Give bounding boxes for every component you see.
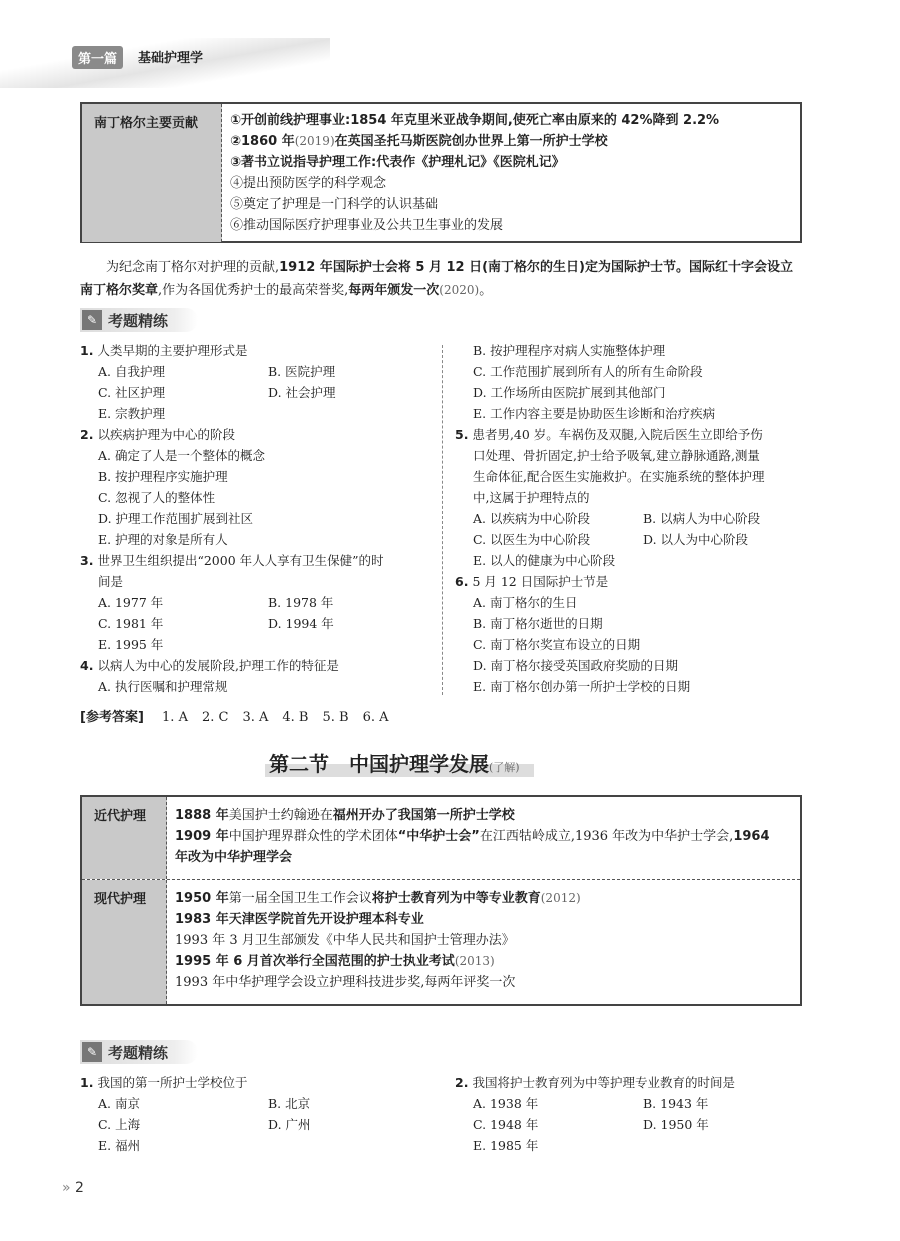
row-content: [167, 880, 800, 1004]
text-segment: ④提出预防医学的科学观念: [230, 176, 387, 191]
option-row: [80, 1093, 430, 1114]
text-segment: 在江西牯岭成立,1936 年改为中华护士学会,: [479, 829, 734, 844]
text-segment: ②1860 年: [230, 134, 295, 149]
answer-option[interactable]: A. 南丁格尔的生日: [473, 595, 578, 610]
text-segment: ①开创前线护理事业:1854 年克里米亚战争期间,使死亡率由原来的 42%降到 2.2%: [230, 113, 720, 128]
option-row: [80, 1135, 430, 1156]
answer-option[interactable]: B. 医院护理: [268, 364, 336, 379]
option-row: [455, 655, 805, 676]
text-segment: 年改为中华护理学会: [175, 850, 293, 865]
answer-option[interactable]: C. 上海: [98, 1117, 141, 1132]
content-line: [175, 972, 792, 993]
question-text-cont: 间是: [98, 574, 124, 589]
answer-option[interactable]: C. 社区护理: [98, 385, 166, 400]
question-text: 5 月 12 日国际护士节是: [472, 574, 609, 589]
answer-item: 3. A: [242, 710, 269, 725]
answer-option[interactable]: B. 按护理程序实施护理: [98, 469, 228, 484]
question-stem: [455, 571, 805, 592]
pencil-note-icon: ✎: [82, 1042, 102, 1062]
option-row: [80, 445, 430, 466]
option-row: [80, 508, 430, 529]
answer-option[interactable]: C. 忽视了人的整体性: [98, 490, 216, 505]
option-row: [455, 550, 805, 571]
question-text-cont: 中,这属于护理特点的: [473, 490, 590, 505]
answer-option[interactable]: B. 按护理程序对病人实施整体护理: [473, 343, 666, 358]
answer-option[interactable]: A. 1938 年: [473, 1096, 539, 1111]
answer-item: 4. B: [282, 710, 309, 725]
text-segment: 1983 年天津医学院首先开设护理本科专业: [175, 911, 424, 927]
text-segment: 为纪念南丁格尔对护理的贡献,: [106, 260, 280, 275]
text-segment: 每两年颁发一次: [348, 283, 440, 298]
question-number: 5.: [455, 427, 469, 442]
answer-option[interactable]: C. 1948 年: [473, 1117, 539, 1132]
option-row: [455, 613, 805, 634]
answer-option[interactable]: C. 1981 年: [98, 616, 164, 631]
answer-option[interactable]: C. 工作范围扩展到所有人的所有生命阶段: [473, 364, 703, 379]
text-segment: ⑤奠定了护理是一门科学的认识基础: [230, 197, 439, 212]
questions-right-2: [455, 1072, 805, 1156]
text-segment: (2019): [294, 134, 335, 148]
question-stem: [80, 655, 430, 676]
text-segment: (2013): [454, 953, 495, 968]
text-segment: 中国护理界群众性的学术团体: [228, 829, 398, 844]
option-row: [80, 403, 430, 424]
answer-item: 6. A: [362, 710, 389, 725]
answer-option[interactable]: E. 1995 年: [98, 637, 164, 652]
question-stem: [80, 1072, 430, 1093]
column-divider: [442, 345, 443, 695]
page-footer: [62, 1180, 84, 1196]
option-row: [80, 466, 430, 487]
running-title: 基础护理学: [138, 51, 204, 66]
answer-option[interactable]: D. 工作场所由医院扩展到其他部门: [473, 385, 666, 400]
table-row: [82, 879, 800, 1004]
content-line: [230, 194, 792, 215]
text-segment: 。: [479, 283, 493, 298]
double-chevron-right-icon: »: [62, 1180, 71, 1196]
questions-left-2: [80, 1072, 430, 1156]
row-label: 近代护理: [82, 797, 167, 879]
text-segment: 将护士教育列为中等专业教育: [371, 890, 541, 906]
option-row: [80, 1114, 430, 1135]
text-segment: 1995 年 6 月首次举行全国范围的护士执业考试: [175, 953, 455, 969]
answer-option[interactable]: B. 北京: [268, 1096, 311, 1111]
question-number: 6.: [455, 574, 469, 589]
text-segment: ⑥推动国际医疗护理事业及公共卫生事业的发展: [230, 218, 504, 233]
option-row: [80, 676, 430, 697]
answer-item: 1. A: [162, 710, 188, 725]
row-content: [167, 797, 800, 879]
pencil-note-icon: ✎: [82, 310, 102, 330]
answer-option[interactable]: D. 护理工作范围扩展到社区: [98, 511, 254, 526]
answer-option[interactable]: A. 1977 年: [98, 595, 164, 610]
answer-option[interactable]: D. 社会护理: [268, 385, 336, 400]
text-segment: 1993 年 3 月卫生部颁发《中华人民共和国护士管理办法》: [175, 932, 515, 948]
content-line: [175, 847, 792, 868]
content-line: [230, 110, 792, 131]
text-segment: 1909 年: [175, 829, 229, 844]
question-text: 人类早期的主要护理形式是: [97, 343, 248, 358]
option-row: [80, 529, 430, 550]
answer-option[interactable]: E. 南丁格尔创办第一所护士学校的日期: [473, 679, 691, 694]
page-number: 2: [75, 1180, 84, 1196]
text-segment: (2020): [439, 283, 480, 297]
text-segment: 1912 年国际护士会将 5 月 12 日(南丁格尔的生日)定为国际护士节: [279, 260, 676, 275]
question-number: 1.: [80, 343, 94, 358]
content-line: [175, 909, 792, 930]
practice-heading: [80, 308, 198, 332]
question-text: 我国将护士教育列为中等护理专业教育的时间是: [472, 1075, 735, 1090]
text-segment: (2012): [540, 890, 581, 905]
answer-option[interactable]: D. 1994 年: [268, 616, 334, 631]
option-row: [455, 508, 805, 529]
questions-left: [80, 340, 430, 697]
question-text: 患者男,40 岁。车祸伤及双腿,入院后医生立即给予伤: [472, 427, 763, 442]
content-line: [175, 951, 792, 972]
answer-option[interactable]: B. 1978 年: [268, 595, 334, 610]
text-segment: 1993 年中华护理学会设立护理科技进步奖,每两年评奖一次: [175, 974, 516, 990]
question-number: 1.: [80, 1075, 94, 1090]
table-row: [82, 104, 800, 242]
text-segment: 1950 年: [175, 890, 229, 906]
answer-option[interactable]: A. 自我护理: [98, 364, 165, 379]
answer-label: [参考答案]: [80, 710, 144, 725]
option-row: [455, 382, 805, 403]
text-segment: 1888 年: [175, 808, 229, 823]
answer-option[interactable]: E. 1985 年: [473, 1138, 539, 1153]
content-line: [230, 215, 792, 236]
question-number: 4.: [80, 658, 94, 673]
text-segment: “中华护士会”: [397, 829, 480, 844]
commemoration-paragraph: [80, 257, 802, 302]
content-line: [230, 131, 792, 152]
question-stem: [455, 424, 805, 445]
option-row: [80, 382, 430, 403]
question-text: 我国的第一所护士学校位于: [97, 1075, 248, 1090]
question-text: 以病人为中心的发展阶段,护理工作的特征是: [97, 658, 339, 673]
answer-option[interactable]: D. 以人为中心阶段: [643, 532, 749, 547]
answer-item: 5. B: [322, 710, 349, 725]
question-text-cont: 生命体征,配合医生实施救护。在实施系统的整体护理: [473, 469, 765, 484]
question-stem: [80, 340, 430, 361]
answer-option[interactable]: B. 南丁格尔逝世的日期: [473, 616, 603, 631]
part-tag: 第一篇: [72, 46, 123, 69]
answer-option[interactable]: B. 以病人为中心阶段: [643, 511, 761, 526]
option-row: [455, 676, 805, 697]
answer-option[interactable]: D. 1950 年: [643, 1117, 709, 1132]
questions-right: [455, 340, 805, 697]
answer-option[interactable]: D. 南丁格尔接受英国政府奖励的日期: [473, 658, 679, 673]
row-label: 现代护理: [82, 880, 167, 1004]
practice-title: 考题精练: [108, 1043, 169, 1062]
option-row: [455, 592, 805, 613]
nightingale-table: [80, 102, 802, 243]
practice-heading-2: [80, 1040, 198, 1064]
china-nursing-table: [80, 795, 802, 1006]
contributions-cell: [222, 104, 800, 242]
answer-option[interactable]: E. 以人的健康为中心阶段: [473, 553, 616, 568]
option-row: [80, 361, 430, 382]
practice-title: 考题精练: [108, 311, 169, 330]
answer-option[interactable]: A. 南京: [98, 1096, 140, 1111]
question-number: 3.: [80, 553, 94, 568]
answer-option[interactable]: C. 以医生为中心阶段: [473, 532, 591, 547]
option-row: [455, 361, 805, 382]
text-segment: 1964: [733, 829, 770, 844]
question-text: 以疾病护理为中心的阶段: [97, 427, 235, 442]
answer-option[interactable]: E. 护理的对象是所有人: [98, 532, 228, 547]
content-line: [175, 826, 792, 847]
answer-option[interactable]: C. 南丁格尔奖宣布设立的日期: [473, 637, 641, 652]
text-segment: 美国护士约翰逊在: [228, 808, 333, 823]
content-line: [230, 173, 792, 194]
option-row: [455, 1093, 805, 1114]
option-row: [455, 529, 805, 550]
question-stem: [455, 1072, 805, 1093]
option-row: [455, 340, 805, 361]
content-line: [175, 805, 792, 826]
option-row: [80, 613, 430, 634]
answer-option[interactable]: E. 宗教护理: [98, 406, 166, 421]
answer-option[interactable]: A. 以疾病为中心阶段: [473, 511, 590, 526]
answer-key: [80, 706, 389, 725]
content-line: [175, 930, 792, 951]
answer-option[interactable]: A. 执行医嘱和护理常规: [98, 679, 228, 694]
section-title: [265, 748, 534, 777]
text-segment: 第一届全国卫生工作会议: [228, 890, 372, 906]
answer-option[interactable]: E. 福州: [98, 1138, 141, 1153]
option-row: [455, 1114, 805, 1135]
section-note: (了解): [489, 761, 520, 774]
option-row: [80, 487, 430, 508]
answer-option[interactable]: B. 1943 年: [643, 1096, 709, 1111]
table-row: [82, 797, 800, 879]
answer-item: 2. C: [201, 710, 229, 725]
text-segment: 福州开办了我国第一所护士学校: [332, 808, 515, 823]
answer-option[interactable]: D. 广州: [268, 1117, 311, 1132]
question-text: 世界卫生组织提出“2000 年人人享有卫生保健”的时: [97, 553, 384, 568]
question-number: 2.: [455, 1075, 469, 1090]
option-row: [455, 403, 805, 424]
answer-option[interactable]: A. 确定了人是一个整体的概念: [98, 448, 265, 463]
question-number: 2.: [80, 427, 94, 442]
answer-option[interactable]: E. 工作内容主要是协助医生诊断和治疗疾病: [473, 406, 716, 421]
row-label: 南丁格尔主要贡献: [82, 104, 222, 242]
section-title-text: 第二节 中国护理学发展: [269, 752, 489, 776]
option-row: [80, 634, 430, 655]
text-segment: 。国际红十字会设立南丁格尔奖章: [80, 260, 793, 298]
option-row: [455, 634, 805, 655]
text-segment: ③著书立说指导护理工作:代表作《护理札记》《医院札记》: [230, 155, 565, 170]
content-line: [230, 152, 792, 173]
option-row: [455, 1135, 805, 1156]
text-segment: ,作为各国优秀护士的最高荣誉奖,: [158, 283, 349, 298]
content-line: [175, 888, 792, 909]
question-text-cont: 口处理、骨折固定,护士给予吸氧,建立静脉通路,测量: [473, 448, 760, 463]
question-stem: [80, 550, 430, 571]
option-row: [80, 592, 430, 613]
text-segment: 在英国圣托马斯医院创办世界上第一所护士学校: [334, 134, 608, 149]
question-stem: [80, 424, 430, 445]
